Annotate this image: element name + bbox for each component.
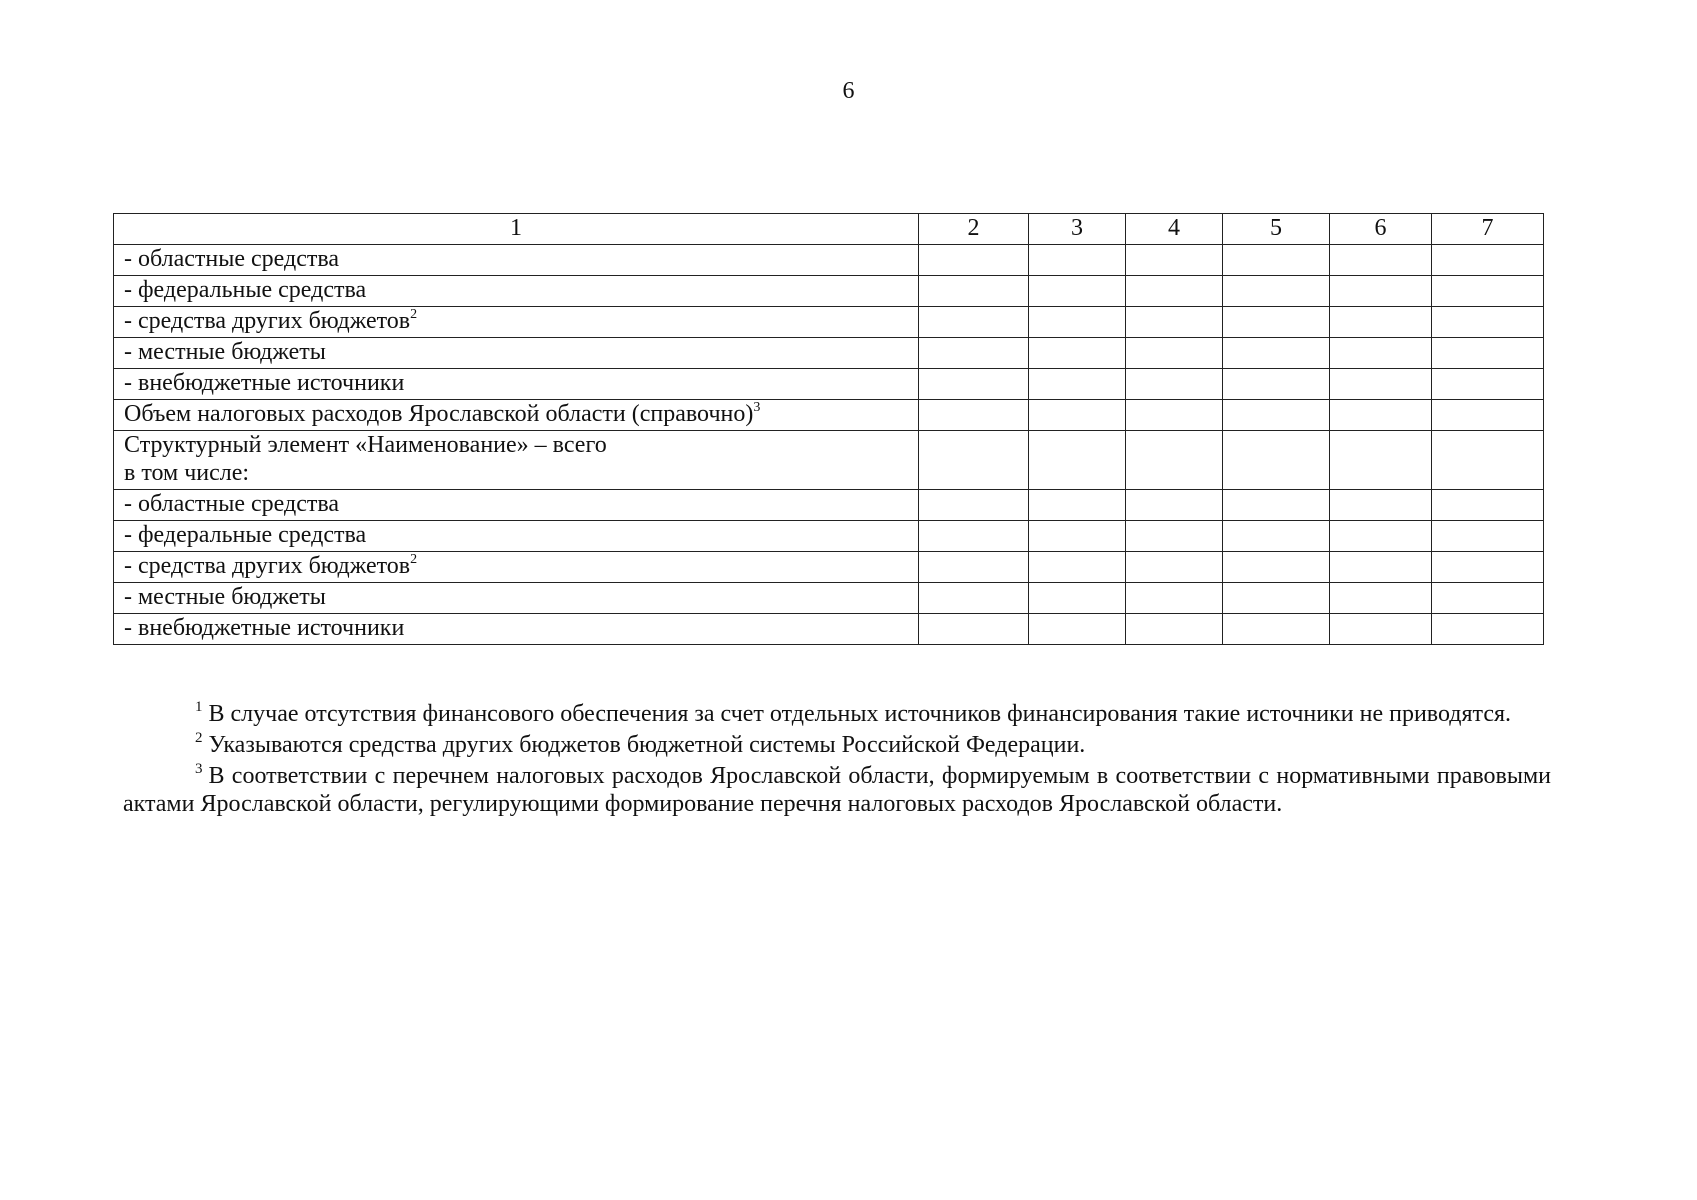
- column-header: 4: [1126, 214, 1223, 245]
- table-row: [114, 400, 1544, 431]
- footnote-mark: 1: [195, 699, 203, 715]
- table-cell: [919, 521, 1029, 552]
- row-label: - средства других бюджетов$^2$: [114, 307, 919, 338]
- table-row: [114, 245, 1544, 276]
- table-cell: [1432, 276, 1544, 307]
- footnote-text: Указываются средства других бюджетов бюджетной системы Российской Федерации.: [208, 732, 1086, 758]
- financing-table-container: [113, 213, 1544, 645]
- column-header: 6: [1330, 214, 1432, 245]
- table-cell: [1029, 552, 1126, 583]
- table-row: [114, 521, 1544, 552]
- footnote: [123, 731, 1551, 759]
- column-header: 1: [114, 214, 919, 245]
- table-cell: [1330, 583, 1432, 614]
- footnote-ref: 3: [753, 400, 761, 415]
- table-cell: [1432, 552, 1544, 583]
- table-row: [114, 307, 1544, 338]
- table-cell: [1126, 552, 1223, 583]
- table-cell: [919, 369, 1029, 400]
- table-cell: [1223, 369, 1330, 400]
- financing-table: [113, 213, 1544, 645]
- table-cell: [1432, 614, 1544, 645]
- footnote: [123, 762, 1551, 818]
- table-cell: [1029, 490, 1126, 521]
- table-cell: [1126, 431, 1223, 490]
- table-cell: [919, 490, 1029, 521]
- table-cell: [919, 552, 1029, 583]
- table-cell: [1330, 307, 1432, 338]
- row-label: - внебюджетные источники: [114, 614, 919, 645]
- footnote: [123, 700, 1551, 728]
- table-cell: [919, 431, 1029, 490]
- table-cell: [1029, 614, 1126, 645]
- table-cell: [919, 307, 1029, 338]
- column-header: 7: [1432, 214, 1544, 245]
- table-cell: [1029, 583, 1126, 614]
- table-cell: [1126, 369, 1223, 400]
- table-cell: [919, 400, 1029, 431]
- page-number: 6: [842, 78, 855, 104]
- table-cell: [1432, 400, 1544, 431]
- table-cell: [1223, 245, 1330, 276]
- table-row: [114, 369, 1544, 400]
- footnote-text: В соответствии с перечнем налоговых расходов Ярославской области, формируемым в соответствии с нормативными правовыми актами Ярославской области, регулирующими формирование перечня налоговых расходов Ярославской области.: [123, 763, 1551, 817]
- table-cell: [1432, 583, 1544, 614]
- table-cell: [1126, 521, 1223, 552]
- row-label: Структурный элемент «Наименование» – всего в том числе:: [114, 431, 919, 490]
- table-cell: [1029, 276, 1126, 307]
- table-cell: [1126, 614, 1223, 645]
- table-cell: [1223, 307, 1330, 338]
- table-cell: [1223, 614, 1330, 645]
- row-label: - внебюджетные источники: [114, 369, 919, 400]
- row-label: - средства других бюджетов$^2$: [114, 552, 919, 583]
- table-cell: [1223, 583, 1330, 614]
- footnote-ref: 2: [410, 307, 418, 322]
- table-cell: [1330, 338, 1432, 369]
- table-cell: [1223, 431, 1330, 490]
- table-cell: [1126, 338, 1223, 369]
- table-cell: [1223, 490, 1330, 521]
- table-cell: [1432, 521, 1544, 552]
- table-cell: [1432, 431, 1544, 490]
- footnotes: [123, 700, 1551, 821]
- table-header-row: [114, 214, 1544, 245]
- table-cell: [1126, 490, 1223, 521]
- table-cell: [1126, 307, 1223, 338]
- table-row: [114, 276, 1544, 307]
- table-cell: [1330, 552, 1432, 583]
- row-label: - местные бюджеты: [114, 338, 919, 369]
- table-row: [114, 583, 1544, 614]
- table-cell: [1223, 276, 1330, 307]
- table-cell: [1330, 400, 1432, 431]
- table-cell: [1029, 307, 1126, 338]
- table-row: [114, 490, 1544, 521]
- table-cell: [1126, 276, 1223, 307]
- row-label: - областные средства: [114, 245, 919, 276]
- table-cell: [1432, 338, 1544, 369]
- table-cell: [1126, 245, 1223, 276]
- table-cell: [1330, 431, 1432, 490]
- table-cell: [1223, 521, 1330, 552]
- table-cell: [1029, 431, 1126, 490]
- column-header: 2: [919, 214, 1029, 245]
- table-cell: [1126, 400, 1223, 431]
- table-cell: [1126, 583, 1223, 614]
- table-cell: [1330, 521, 1432, 552]
- table-cell: [1432, 245, 1544, 276]
- table-cell: [1432, 369, 1544, 400]
- table-row: [114, 338, 1544, 369]
- table-cell: [1432, 307, 1544, 338]
- table-cell: [1330, 369, 1432, 400]
- footnote-text: В случае отсутствия финансового обеспечения за счет отдельных источников финансирования такие источники не приводятся.: [208, 701, 1512, 727]
- table-cell: [1330, 490, 1432, 521]
- row-label: - местные бюджеты: [114, 583, 919, 614]
- column-header: 3: [1029, 214, 1126, 245]
- table-cell: [1029, 245, 1126, 276]
- table-cell: [1029, 369, 1126, 400]
- table-cell: [1029, 400, 1126, 431]
- table-cell: [1330, 276, 1432, 307]
- table-cell: [1223, 552, 1330, 583]
- table-cell: [1330, 614, 1432, 645]
- table-cell: [919, 276, 1029, 307]
- footnote-ref: 2: [410, 552, 418, 567]
- table-cell: [919, 583, 1029, 614]
- table-cell: [1330, 245, 1432, 276]
- footnote-mark: 2: [195, 730, 203, 746]
- row-label: - федеральные средства: [114, 276, 919, 307]
- table-cell: [1432, 490, 1544, 521]
- footnote-mark: 3: [195, 761, 203, 777]
- row-label: - федеральные средства: [114, 521, 919, 552]
- table-row: [114, 431, 1544, 490]
- table-cell: [1029, 338, 1126, 369]
- table-row: [114, 552, 1544, 583]
- table-cell: [1029, 521, 1126, 552]
- table-cell: [919, 614, 1029, 645]
- table-cell: [1223, 400, 1330, 431]
- table-row: [114, 614, 1544, 645]
- table-cell: [919, 245, 1029, 276]
- row-label: - областные средства: [114, 490, 919, 521]
- column-header: 5: [1223, 214, 1330, 245]
- table-cell: [919, 338, 1029, 369]
- row-label: Объем налоговых расходов Ярославской области (справочно)$^3$: [114, 400, 919, 431]
- table-cell: [1223, 338, 1330, 369]
